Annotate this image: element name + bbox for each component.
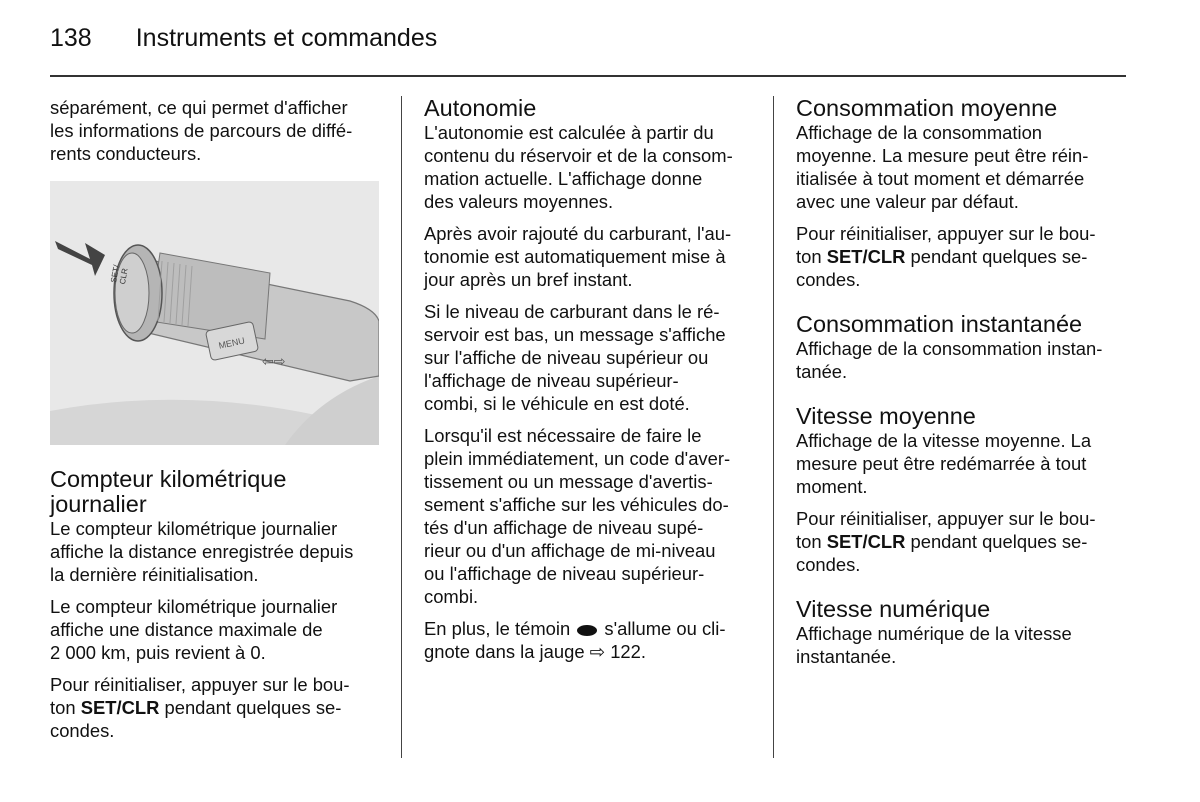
digital-speed-title: Vitesse numérique	[796, 596, 991, 622]
digital-speed-paragraph: Affichage numérique de la vitesse instantanée.	[796, 623, 1072, 667]
avg-consumption-paragraph-1: Affichage de la consommation moyenne. La mesure peut être réin- itialisée à tout moment et démarrée avec une valeur par défaut.	[796, 122, 1089, 212]
page-reference: 122.	[610, 641, 646, 662]
avg-consumption-title: Consommation moyenne	[796, 95, 1058, 121]
page-header	[50, 24, 437, 53]
trip-title: Compteur kilométrique journalier	[50, 466, 287, 517]
section-title: Instruments et commandes	[135, 24, 438, 52]
inst-consumption-title: Consommation instantanée	[796, 311, 1083, 337]
autonomy-paragraph-4: Lorsqu'il est nécessaire de faire le plein immédiatement, un code d'aver- tissement ou un message d'avertis- sement s'affiche sur les véhicules do- tés d'un affichage de niveau supé- rieur ou d'un affichage de mi-niveau ou l'affichage de niveau supérieur- combi.	[424, 425, 731, 607]
stalk-illustration	[50, 181, 379, 445]
arrows-icon: ⇦⇨	[262, 353, 286, 369]
autonomy-paragraph-1: L'autonomie est calculée à partir du contenu du réservoir et de la consom- mation actuelle. L'affichage donne des valeurs moyennes.	[424, 122, 733, 212]
avg-consumption-paragraph-2: Pour réinitialiser, appuyer sur le bou- ton SET/CLR pendant quelques se- condes.	[796, 223, 1096, 290]
column-3	[796, 96, 1131, 677]
warning-lamp-icon	[577, 625, 597, 636]
column-1	[50, 96, 385, 751]
set-clr-label: SET/CLR	[80, 697, 160, 718]
autonomy-paragraph-5: En plus, le témoin s'allume ou cli- gnote dans la jauge ⇨ 122.	[424, 618, 726, 662]
autonomy-paragraph-2: Après avoir rajouté du carburant, l'au- tonomie est automatiquement mise à jour après un bref instant.	[424, 223, 732, 290]
trip-paragraph-2: Le compteur kilométrique journalier affiche une distance maximale de 2 000 km, puis revient à 0.	[50, 596, 338, 663]
autonomy-paragraph-3: Si le niveau de carburant dans le ré- servoir est bas, un message s'affiche sur l'affiche de niveau supérieur ou l'affichage de niveau supérieur- combi, si le véhicule en est doté.	[424, 301, 726, 414]
avg-speed-paragraph-2: Pour réinitialiser, appuyer sur le bou- ton SET/CLR pendant quelques se- condes.	[796, 508, 1096, 575]
column-divider	[401, 96, 402, 758]
column-divider	[773, 96, 774, 758]
inst-consumption-paragraph: Affichage de la consommation instan- tanée.	[796, 338, 1103, 382]
header-rule	[50, 75, 1126, 77]
page-reference-icon: ⇨	[589, 641, 611, 662]
avg-speed-title: Vitesse moyenne	[796, 403, 976, 429]
menu-button-label: MENU	[217, 335, 246, 351]
page-number: 138	[50, 24, 92, 52]
column-2	[424, 96, 759, 672]
set-clr-label: SET/CLR	[826, 246, 906, 267]
autonomy-title: Autonomie	[424, 95, 537, 121]
ring-label: SET/CLR	[109, 264, 130, 285]
intro-paragraph: séparément, ce qui permet d'afficher les informations de parcours de diffé- rents conducteurs.	[50, 97, 353, 164]
trip-paragraph-3: Pour réinitialiser, appuyer sur le bou- ton SET/CLR pendant quelques se- condes.	[50, 674, 350, 741]
set-clr-label: SET/CLR	[826, 531, 906, 552]
avg-speed-paragraph-1: Affichage de la vitesse moyenne. La mesure peut être redémarrée à tout moment.	[796, 430, 1092, 497]
trip-paragraph-1: Le compteur kilométrique journalier affiche la distance enregistrée depuis la dernière réinitialisation.	[50, 518, 354, 585]
